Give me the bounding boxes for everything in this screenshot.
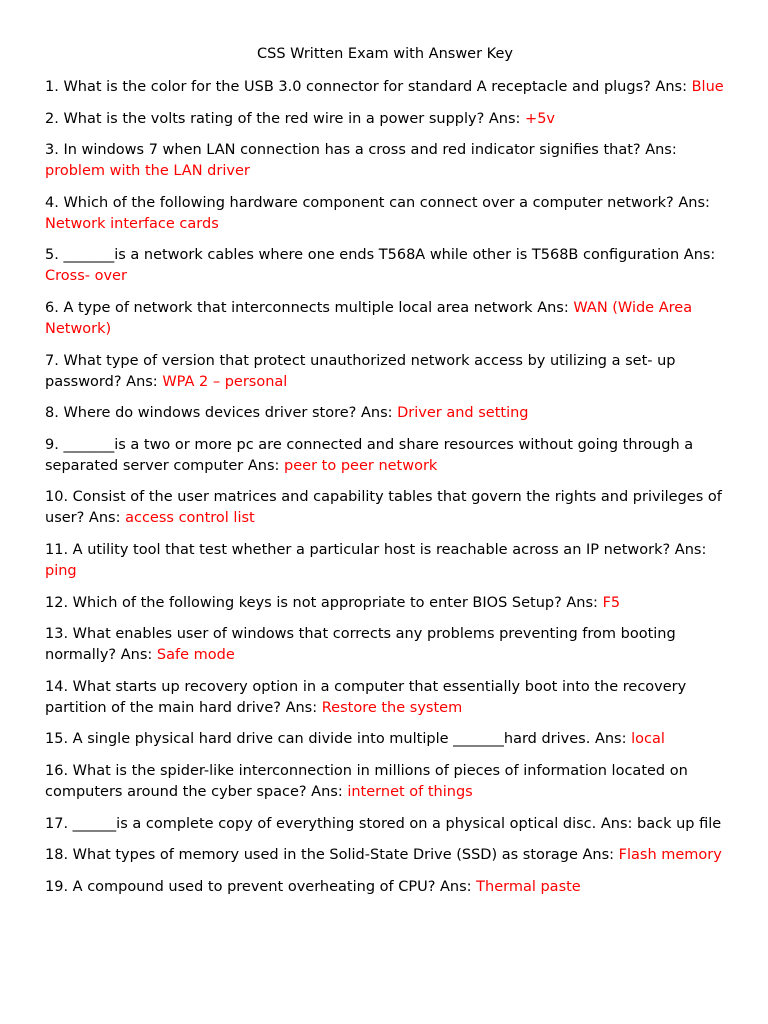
question-text: 4. Which of the following hardware component can connect over a computer network? Ans: — [45, 194, 710, 211]
answer-text: Blue — [691, 79, 724, 95]
question-text: 6. A type of network that interconnects multiple local area network Ans: — [45, 299, 574, 316]
question-text: 5. _______is a network cables where one ends T568A while other is T568B configuration Ans: — [45, 247, 716, 264]
question-text: 19. A compound used to prevent overheating of CPU? Ans: — [45, 878, 477, 895]
question-text: 14. What starts up recovery option in a computer that essentially boot into the recovery partition of the main hard drive? Ans: — [45, 678, 687, 716]
question-text: 2. What is the volts rating of the red wire in a power supply? Ans: — [45, 110, 526, 127]
document-page — [45, 44, 725, 908]
answer-text: Network interface cards — [45, 215, 219, 232]
answer-text: access control list — [125, 510, 255, 527]
question-item — [45, 245, 725, 287]
question-item — [45, 109, 725, 130]
question-item — [45, 540, 725, 582]
question-item — [45, 761, 725, 803]
answer-text: problem with the LAN driver — [45, 163, 250, 180]
question-text: 11. A utility tool that test whether a particular host is reachable across an IP network? Ans: — [45, 541, 707, 558]
answer-text: +5v — [525, 110, 556, 127]
question-item — [45, 298, 725, 340]
question-item — [45, 593, 725, 614]
answer-text: Flash memory — [618, 847, 722, 864]
question-item — [45, 487, 725, 529]
question-text: 13. What enables user of windows that corrects any problems preventing from booting normally? Ans: — [45, 626, 676, 664]
question-item — [45, 729, 725, 750]
answer-text: Driver and setting — [397, 405, 529, 422]
question-text: 8. Where do windows devices driver store? Ans: — [45, 405, 398, 422]
answer-text: peer to peer network — [284, 457, 438, 474]
question-text: 18. What types of memory used in the Solid-State Drive (SSD) as storage Ans: — [45, 847, 619, 864]
question-item — [45, 624, 725, 666]
answer-text: F5 — [602, 594, 621, 611]
question-text: 1. What is the color for the USB 3.0 connector for standard A receptacle and plugs? Ans: — [45, 79, 692, 95]
question-item — [45, 814, 725, 835]
question-item — [45, 403, 725, 424]
answer-text: WPA 2 – personal — [162, 373, 288, 390]
answer-text: ping — [45, 562, 77, 579]
answer-text: WAN (Wide Area Network) — [45, 299, 693, 337]
answer-text: internet of things — [347, 783, 473, 800]
question-text: 3. In windows 7 when LAN connection has a cross and red indicator signifies that? Ans: — [45, 142, 677, 159]
answer-text: Thermal paste — [476, 878, 581, 895]
answer-text: local — [631, 731, 665, 748]
question-item — [45, 351, 725, 393]
question-text: 7. What type of version that protect unauthorized network access by utilizing a set- up password? Ans: — [45, 352, 676, 390]
answer-text: Restore the system — [321, 699, 463, 716]
question-item — [45, 677, 725, 719]
question-text: 12. Which of the following keys is not appropriate to enter BIOS Setup? Ans: — [45, 594, 603, 611]
question-item — [45, 77, 725, 98]
question-list — [45, 77, 725, 898]
question-item — [45, 877, 725, 898]
question-text: 15. A single physical hard drive can divide into multiple _______hard drives. Ans: — [45, 731, 632, 748]
question-text: 9. _______is a two or more pc are connected and share resources without going through a separated server computer Ans: — [45, 436, 694, 474]
question-text: 17. ______is a complete copy of everything stored on a physical optical disc. Ans: back up file — [45, 815, 722, 832]
question-text: 10. Consist of the user matrices and capability tables that govern the rights and privileges of user? Ans: — [45, 489, 722, 527]
question-item — [45, 845, 725, 866]
question-text: 16. What is the spider-like interconnection in millions of pieces of information located on computers around the cyber space? Ans: — [45, 762, 688, 800]
question-item — [45, 435, 725, 477]
document-title: CSS Written Exam with Answer Key — [257, 46, 513, 62]
question-item — [45, 140, 725, 182]
question-item — [45, 193, 725, 235]
answer-text: Safe mode — [156, 647, 235, 664]
answer-text: Cross- over — [45, 268, 127, 285]
